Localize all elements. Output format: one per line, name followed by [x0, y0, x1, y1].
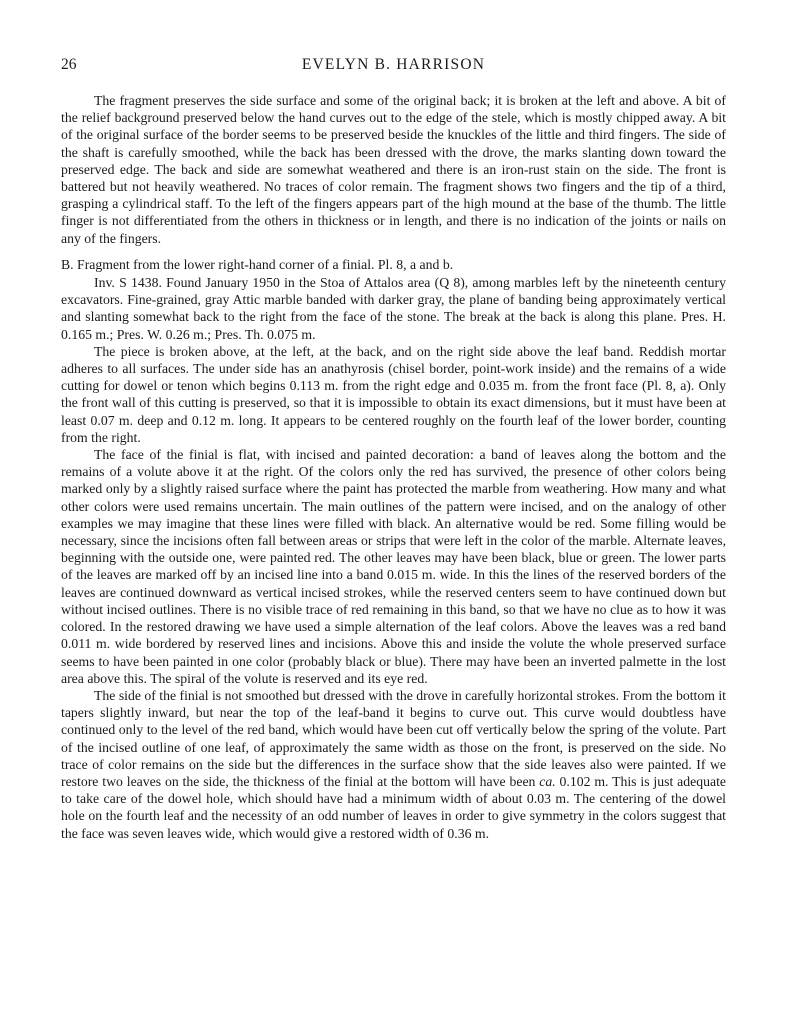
- paragraph-side-of-finial: [61, 687, 726, 842]
- page-header: [61, 56, 726, 78]
- running-title: EVELYN B. HARRISON: [301, 56, 486, 73]
- paragraph-decoration: The face of the finial is flat, with incised and painted decoration: a band of leaves along the bottom and the remains of a volute above it at the right. Of the colors only the red has survived, the presence of other colors being marked only by a slightly raised surface where the paint has protected the marble from weathering. How many and what other colors were used remains uncertain. The main outlines of the pattern were incised, and on the analogy of other examples we may imagine that these lines were filled with black. An alternative would be red. Some filling would be necessary, since the incisions often fall between areas or strips that were left in the color of the marble. Alternate leaves, beginning with the outside one, were painted red. The other leaves may have been black, blue or green. The lower parts of the leaves are marked off by an incised line into a band 0.015 m. wide. In this the lines of the reserved borders of the leaves are continued downward as vertical incised strokes, while the reserved centers seem to have continued down but without incised outlines. There is no visible trace of red remaining in this band, so that we have no clue as to how it was colored. In the restored drawing we have used a simple alternation of the leaf colors. Above the leaves was a red band 0.011 m. wide bordered by reserved lines and incisions. Above this and inside the volute the whole preserved surface seems to have been painted in one color (probably black or blue). There may have been an inverted palmette in the lost area above this. The spiral of the volute is reserved and its eye red.: [61, 447, 726, 686]
- page-number: 26: [61, 56, 77, 73]
- paragraph-text-after: 0.102 m. This is just adequate to take care of the dowel hole, which should have had a minimum width of about 0.03 m. The centering of the dowel hole on the fourth leaf and the necessity of an odd number of leaves in order to give symmetry in the colors suggest that the face was seven leaves wide, which would give a restored width of 0.36 m.: [61, 773, 726, 841]
- article-body: [61, 92, 726, 842]
- page: [61, 56, 726, 842]
- paragraph-inventory: Inv. S 1438. Found January 1950 in the Stoa of Attalos area (Q 8), among marbles left by the nineteenth century excavators. Fine-grained, gray Attic marble banded with darker gray, the plane of banding being approximately vertical and slanting somewhat back to the right from the face of the stone. The break at the back is along this plane. Pres. H. 0.165 m.; Pres. W. 0.26 m.; Pres. Th. 0.075 m.: [61, 275, 726, 342]
- paragraph-text-before: The side of the finial is not smoothed but dressed with the drove in carefully horizontal strokes. From the bottom it tapers slightly inward, but near the top of the leaf-band it begins to curve out. This curve would doubtless have continued only to the level of the red band, which would have been cut off vertically below the spring of the volute. Part of the incised outline of one leaf, of approximately the same width as those on the front, is preserved on the side. No trace of color remains on the side but the differences in the surface show that the side leaves also were painted. If we restore two leaves on the side, the thickness of the finial at the bottom will have been: [61, 687, 726, 789]
- abbreviation-ca: ca.: [539, 773, 556, 789]
- paragraph-breakage: The piece is broken above, at the left, at the back, and on the right side above the leaf band. Reddish mortar adheres to all surfaces. The under side has an anathyrosis (chisel border, point-work inside) and the remains of a wide cutting for dowel or tenon which begins 0.113 m. from the right edge and 0.035 m. from the front face (Pl. 8, a). Only the front wall of this cutting is preserved, so that it is impossible to obtain its exact dimensions, but it must have been at least 0.07 m. deep and 0.12 m. long. It appears to be centered roughly on the fourth leaf of the lower border, counting from the right.: [61, 343, 726, 445]
- paragraph-fragment-description: The fragment preserves the side surface and some of the original back; it is broken at the left and above. A bit of the relief background preserved below the hand curves out to the edge of the stele, which is mostly chipped away. A bit of the original surface of the border seems to be preserved beside the knuckles of the little and third fingers. The side of the shaft is carefully smoothed, while the back has been dressed with the drove, the marks slanting down toward the preserved edge. The back and side are somewhat weathered and there is an iron-rust stain on the side. The front is battered but not heavily weathered. No traces of color remain. The fragment shows two fingers and the tip of a third, grasping a cylindrical staff. To the left of the fingers appears part of the high mound at the base of the thumb. The little finger is not differentiated from the others in thickness or in length, and there is no indication of the joints or nails on any of the fingers.: [61, 93, 726, 246]
- section-heading-b: B. Fragment from the lower right-hand corner of a finial. Pl. 8, a and b.: [61, 256, 454, 272]
